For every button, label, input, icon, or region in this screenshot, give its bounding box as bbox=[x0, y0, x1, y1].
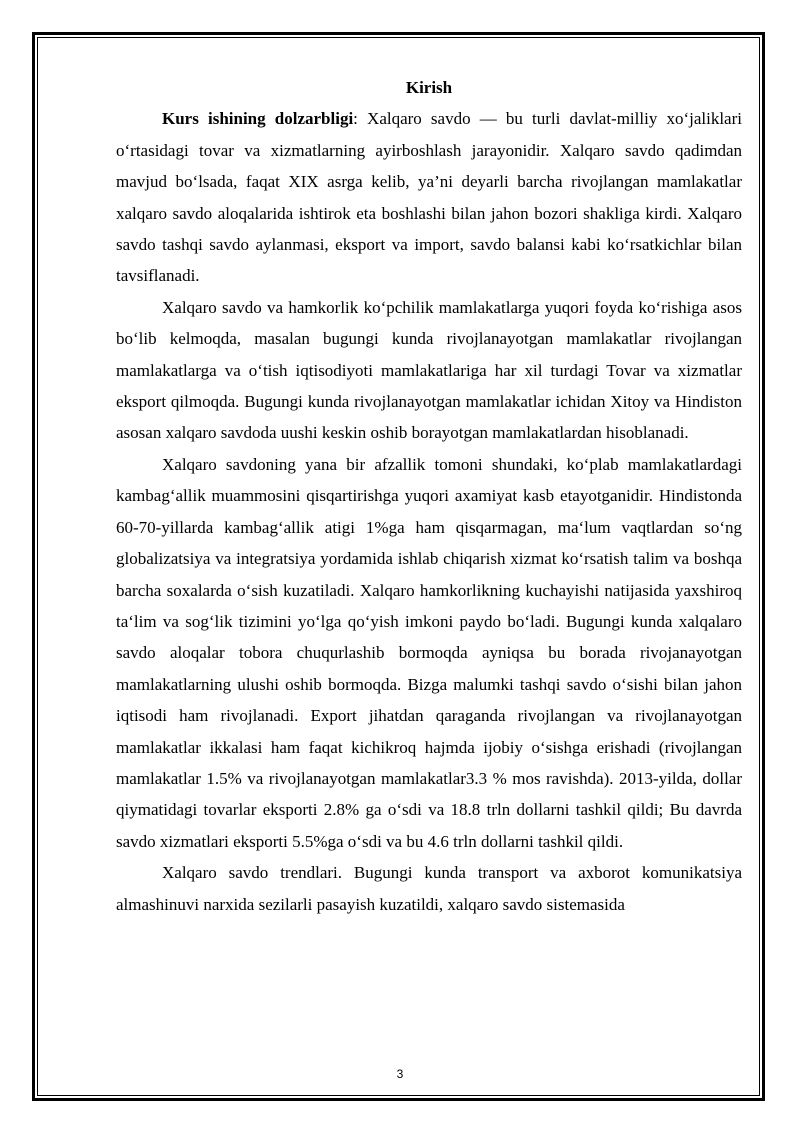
paragraph-lead: Kurs ishining dolzarbligi bbox=[162, 109, 354, 129]
document-body bbox=[116, 72, 742, 920]
paragraph-text: : Xalqaro savdo — bu turli davlat-milliy xo‘jaliklari o‘rtasidagi tovar va xizmatlarning ayirboshlash jarayonidir. Xalqaro savdo qadimdan mavjud bo‘lsada, faqat XIX asrga kelib, ya’ni deyarli barcha rivojlangan mamlakatlar xalqaro savdo aloqalarida ishtirok eta boshlashi bilan jahon bozori shakliga kirdi. Xalqaro savdo tashqi savdo aylanmasi, eksport va import, savdo balansi kabi ko‘rsatkichlar bilan tavsiflanadi. bbox=[116, 109, 742, 286]
page-number: 3 bbox=[396, 1067, 404, 1081]
paragraph-relevance bbox=[116, 103, 742, 291]
section-heading: Kirish bbox=[405, 78, 453, 97]
paragraph-trade-advantage: Xalqaro savdoning yana bir afzallik tomoni shundaki, ko‘plab mamlakatlardagi kambag‘allik muammosini qisqartirishga yuqori axamiyat kasb etayotganidir. Hindistonda 60-70-yillarda kambag‘allik atigi 1%ga ham qisqarmagan, ma‘lum vaqtlardan so‘ng globalizatsiya va integratsiya yordamida ishlab chiqarish xizmat ko‘rsatish talim va boshqa barcha soxalarda o‘sish kuzatiladi. Xalqaro hamkorlikning kuchayishi natijasida yaxshiroq ta‘lim va sog‘lik tizimini yo‘lga qo‘yish imkoni paydo bo‘ladi. Bugungi kunda xalqalaro savdo aloqalar tobora chuqurlashib bormoqda ayniqsa bu borada rivojanayotgan mamlakatlarning ulushi oshib bormoqda. Bizga malumki tashqi savdo o‘sishi bilan jahon iqtisodi ham rivojlanadi. Export jihatdan qaraganda rivojlangan va rivojlanayotgan mamlakatlar ikkalasi ham faqat kichikroq hajmda ijobiy o‘sishga erishadi (rivojlangan mamlakatlar 1.5% va rivojlanayotgan mamlakatlar3.3 % mos ravishda). 2013-yilda, dollar qiymatidagi tovarlar eksporti 2.8% ga o‘sdi va 18.8 trln dollarni tashkil qildi; Bu davrda savdo xizmatlari eksporti 5.5%ga o‘sdi va bu 4.6 trln dollarni tashkil qildi. bbox=[116, 454, 742, 851]
paragraph-trade-trends: Xalqaro savdo trendlari. Bugungi kunda transport va axborot komunikatsiya almashinuvi narxida sezilarli pasayish kuzatildi, xalqaro savdo sistemasida bbox=[116, 863, 742, 914]
paragraph-trade-cooperation: Xalqaro savdo va hamkorlik ko‘pchilik mamlakatlarga yuqori foyda ko‘rishiga asos bo‘lib kelmoqda, masalan bugungi kunda rivojlanayotgan mamlakatlar rivojlangan mamlakatlarga va o‘tish iqtisodiyoti mamlakatlariga har xil turdagi Tovar va xizmatlar eksport qilmoqda. Bugungi kunda rivojlanayotgan mamlakatlar ichidan Xitoy va Hindiston asosan xalqaro savdoda uushi keskin oshib borayotgan mamlakatlardan hisoblanadi. bbox=[116, 297, 742, 443]
